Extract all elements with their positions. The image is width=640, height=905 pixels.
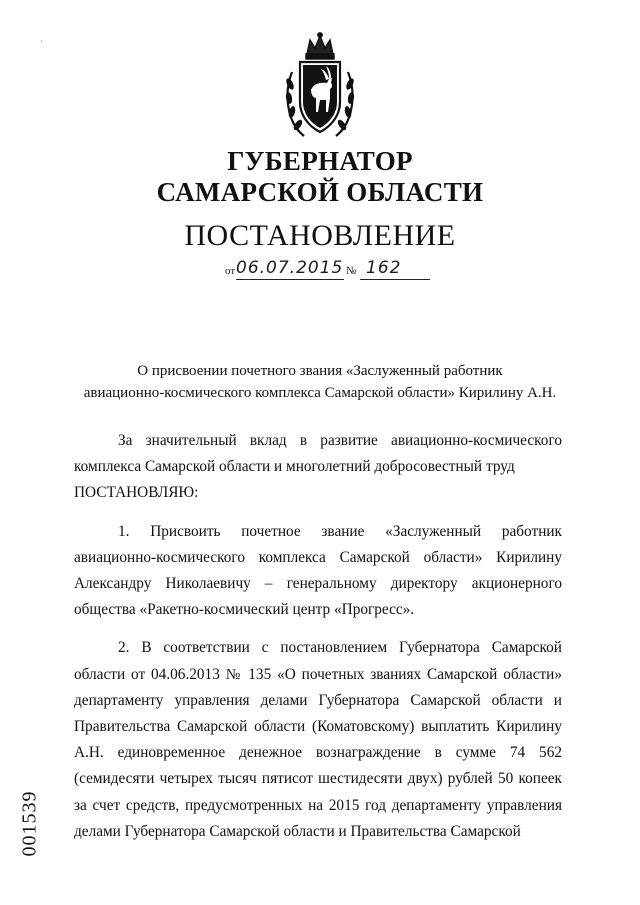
document-body xyxy=(74,428,562,845)
item-1-paragraph: 1. Присвоить почетное звание «Заслуженный работник авиационно-космического комплекса Самарской области» Кирилину Александру Николаевичу – генеральному директору акционерного общества «Ракетно-космический центр «Прогресс». xyxy=(74,522,562,619)
number-label: № xyxy=(346,265,357,277)
authority-title-line2: САМАРСКОЙ ОБЛАСТИ xyxy=(156,177,484,207)
authority-title-line1: ГУБЕРНАТОР xyxy=(227,146,413,176)
from-label: от xyxy=(225,265,236,277)
subject-line-2: авиационно-космического комплекса Самарской области» Кирилину А.Н. xyxy=(83,385,557,401)
serial-number: 001539 xyxy=(18,790,41,857)
date-underline xyxy=(236,279,344,280)
number-underline xyxy=(360,279,430,280)
decree-word: ПОСТАНОВЛЯЮ: xyxy=(74,484,199,502)
document-subject xyxy=(60,360,580,404)
handwritten-date: 06.07.2015 xyxy=(236,258,344,278)
item-2-paragraph: 2. В соответствии с постановлением Губернатора Самарской области от 04.06.2013 № 135 «О почетных званиях Самарской области» департаменту управления делами Губернатора Самарской области и Правительства Самарской области (Коматовскому) выплатить Кирилину А.Н. единовременное денежное вознаграждение в сумме 74 562 (семидесяти четырех тысяч пятисот шестидесяти двух) рублей 50 копеек за счет средств, предусмотренных на 2015 год департаменту управления делами Губернатора Самарской области и Правительства Самарской xyxy=(74,639,562,840)
date-number-line xyxy=(0,258,640,288)
subject-line-1: О присвоении почетного звания «Заслуженный работник xyxy=(137,363,503,379)
serial-number-stamp xyxy=(10,780,50,870)
handwritten-number: 162 xyxy=(366,258,402,278)
speck-mark: · xyxy=(40,36,43,46)
preamble-paragraph: За значительный вклад в развитие авиационно-космического комплекса Самарской области и многолетний добросовестный труд xyxy=(74,432,562,476)
coat-of-arms-icon xyxy=(280,32,360,142)
document-type-title: ПОСТАНОВЛЕНИЕ xyxy=(184,219,456,252)
